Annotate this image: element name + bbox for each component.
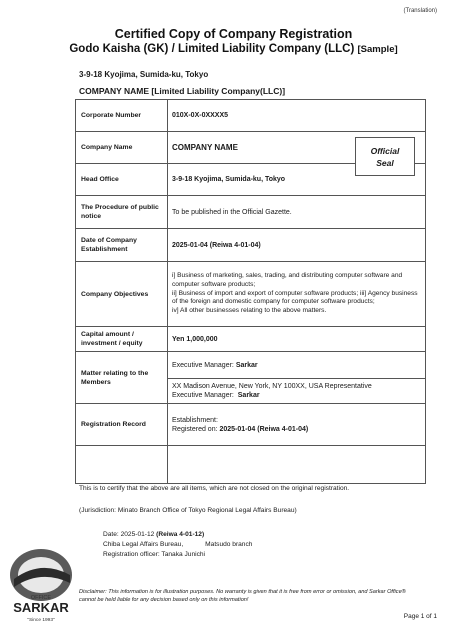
manager-prefix: Executive Manager:	[172, 362, 234, 369]
empty-value-cell	[168, 446, 426, 484]
document-title: Certified Copy of Company Registration	[114, 27, 353, 41]
objectives-label: Company Objectives	[76, 262, 168, 327]
registration-record-label: Registration Record	[76, 404, 168, 446]
table-row	[76, 100, 426, 132]
bureau-line	[103, 540, 252, 550]
registration-table	[75, 99, 426, 484]
issue-date	[103, 530, 252, 540]
establishment-date-label: Date of Company Establishment	[76, 229, 168, 262]
public-notice-value: To be published in the Official Gazette.	[168, 196, 426, 229]
members-value	[168, 352, 426, 404]
table-row	[76, 262, 426, 327]
corporate-number-label: Corporate Number	[76, 100, 168, 132]
manager-name: Sarkar	[235, 362, 258, 369]
certification-statement: This is to certify that the above are all items, which are not closed on the original registration.	[79, 485, 350, 492]
jurisdiction-note: (Jurisdiction: Minato Branch Office of Tokyo Regional Legal Affairs Bureau)	[79, 507, 297, 514]
logo-brand-text: SARKAR	[13, 600, 69, 615]
logo-office-text: OFFICE	[30, 595, 52, 601]
representative-address: XX Madison Avenue, New York, NY 100XX, USA Representative	[172, 382, 372, 390]
establishment-date-value: 2025-01-04 (Reiwa 4-01-04)	[168, 229, 426, 262]
head-office-label: Head Office	[76, 164, 168, 196]
issuance-block	[103, 530, 252, 560]
representative-manager	[172, 391, 421, 400]
header-address: 3-9-18 Kyojima, Sumida-ku, Tokyo	[79, 70, 209, 79]
date-reiwa: (Reiwa 4-01-12)	[156, 531, 205, 538]
members-manager-line	[168, 354, 425, 379]
document-subtitle	[0, 43, 467, 55]
manager-name: Sarkar	[237, 391, 260, 399]
empty-label-cell	[76, 446, 168, 484]
company-name-heading: COMPANY NAME [Limited Liability Company(LLC)]	[79, 86, 286, 96]
record-line1: Establishment:	[172, 416, 218, 424]
seal-line1: Official	[370, 145, 400, 156]
public-notice-label: The Procedure of public notice	[76, 196, 168, 229]
table-row	[76, 404, 426, 446]
logo-since-text: "Since 1993"	[27, 618, 55, 623]
table-row	[76, 132, 426, 164]
seal-line2: Seal	[376, 157, 394, 168]
manager-prefix: Executive Manager:	[172, 391, 236, 399]
branch-name: Matsudo branch	[205, 541, 253, 548]
registration-record-value	[168, 404, 426, 446]
sarkar-office-logo	[6, 545, 76, 625]
members-representative	[172, 379, 421, 402]
translation-note: (Translation)	[403, 8, 437, 14]
objective-line: iv] All other businesses relating to the above matters.	[172, 307, 327, 315]
table-row	[76, 446, 426, 484]
page-number: Page 1 of 1	[403, 613, 437, 620]
subtitle-text: Godo Kaisha (GK) / Limited Liability Company (LLC)	[69, 43, 355, 55]
corporate-number-value: 010X-0X-0XXXX5	[168, 100, 426, 132]
bureau-name: Chiba Legal Affairs Bureau,	[103, 541, 184, 548]
record-prefix: Registered on:	[172, 425, 220, 433]
official-seal-box	[355, 137, 415, 176]
objectives-value	[168, 262, 426, 327]
sample-tag: [Sample]	[357, 44, 398, 55]
table-row	[76, 229, 426, 262]
table-row	[76, 352, 426, 404]
members-label: Matter relating to the Members	[76, 352, 168, 404]
table-row	[76, 327, 426, 352]
table-row	[76, 196, 426, 229]
record-date: 2025-01-04 (Reiwa 4-01-04)	[219, 425, 309, 433]
capital-label: Capital amount / investment / equity	[76, 327, 168, 352]
date-prefix: Date: 2025-01-12	[103, 531, 157, 538]
capital-value: Yen 1,000,000	[168, 327, 426, 352]
company-name-label: Company Name	[76, 132, 168, 164]
head-office-value: 3-9-18 Kyojima, Sumida-ku, Tokyo	[168, 164, 426, 196]
disclaimer: Disclaimer: This information is for illustration purposes. No warranty is given that it is free from error or omission, and Sarkar Office® cannot be held liable for any decision based only on this information!	[79, 589, 406, 603]
record-line2	[172, 425, 421, 434]
officer-line: Registration officer: Tanaka Junichi	[103, 551, 206, 558]
objective-line: i] Business of marketing, sales, trading, and distributing computer software and computer software products;	[172, 271, 403, 288]
objective-line: ii] Business of import and export of computer software products; iii] Agency business of the foreign and domestic company for computer software products;	[172, 289, 418, 306]
company-name-value: COMPANY NAME	[172, 142, 238, 152]
company-name-cell	[168, 132, 426, 168]
